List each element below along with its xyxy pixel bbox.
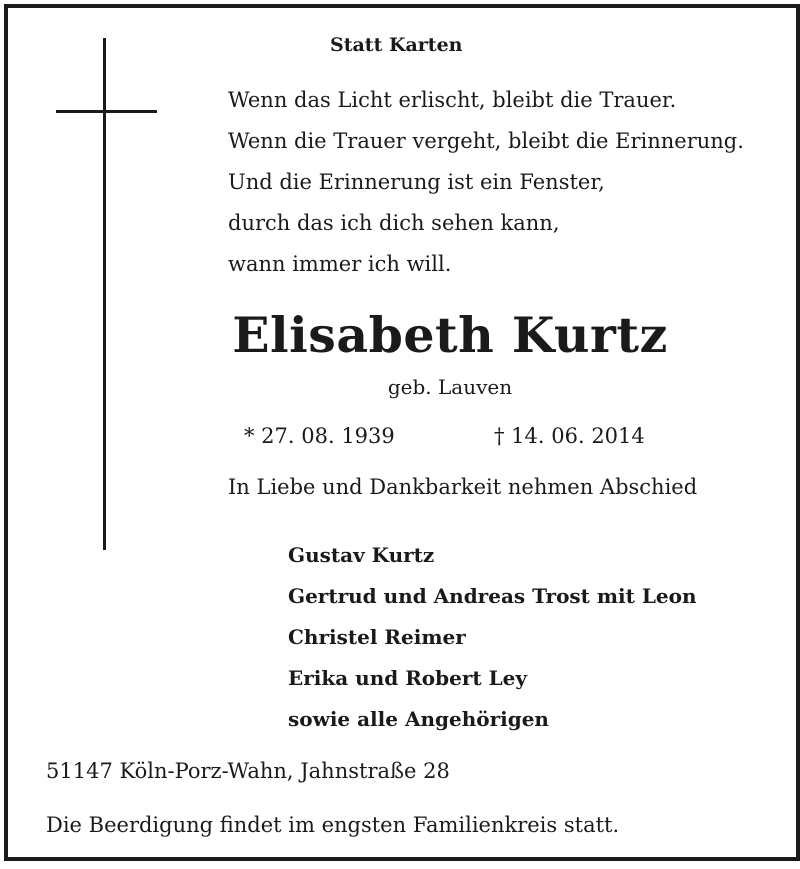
farewell-line: In Liebe und Dankbarkeit nehmen Abschied (228, 475, 698, 499)
mourner: sowie alle Angehörigen (288, 707, 549, 731)
address: 51147 Köln-Porz-Wahn, Jahnstraße 28 (46, 759, 450, 783)
maiden-name: geb. Lauven (387, 375, 513, 399)
cross-horizontal-bar (56, 110, 157, 113)
cross-vertical-bar (103, 38, 106, 550)
poem-line: durch das ich dich sehen kann, (228, 211, 560, 235)
mourner: Gertrud und Andreas Trost mit Leon (288, 584, 697, 608)
poem-line: Wenn das Licht erlischt, bleibt die Trauer. (228, 88, 677, 112)
death-date: † 14. 06. 2014 (494, 424, 645, 448)
mourner: Gustav Kurtz (288, 543, 435, 567)
mourner: Christel Reimer (288, 625, 466, 649)
funeral-note: Die Beerdigung findet im engsten Familienkreis statt. (46, 813, 620, 837)
mourners-list (288, 535, 697, 740)
poem-line: Und die Erinnerung ist ein Fenster, (228, 170, 605, 194)
poem (228, 80, 744, 285)
notice-heading: Statt Karten (330, 34, 463, 56)
deceased-name: Elisabeth Kurtz (232, 306, 668, 364)
poem-line: Wenn die Trauer vergeht, bleibt die Erinnerung. (228, 129, 744, 153)
mourner: Erika und Robert Ley (288, 666, 528, 690)
poem-line: wann immer ich will. (228, 252, 452, 276)
birth-date: * 27. 08. 1939 (244, 424, 395, 448)
